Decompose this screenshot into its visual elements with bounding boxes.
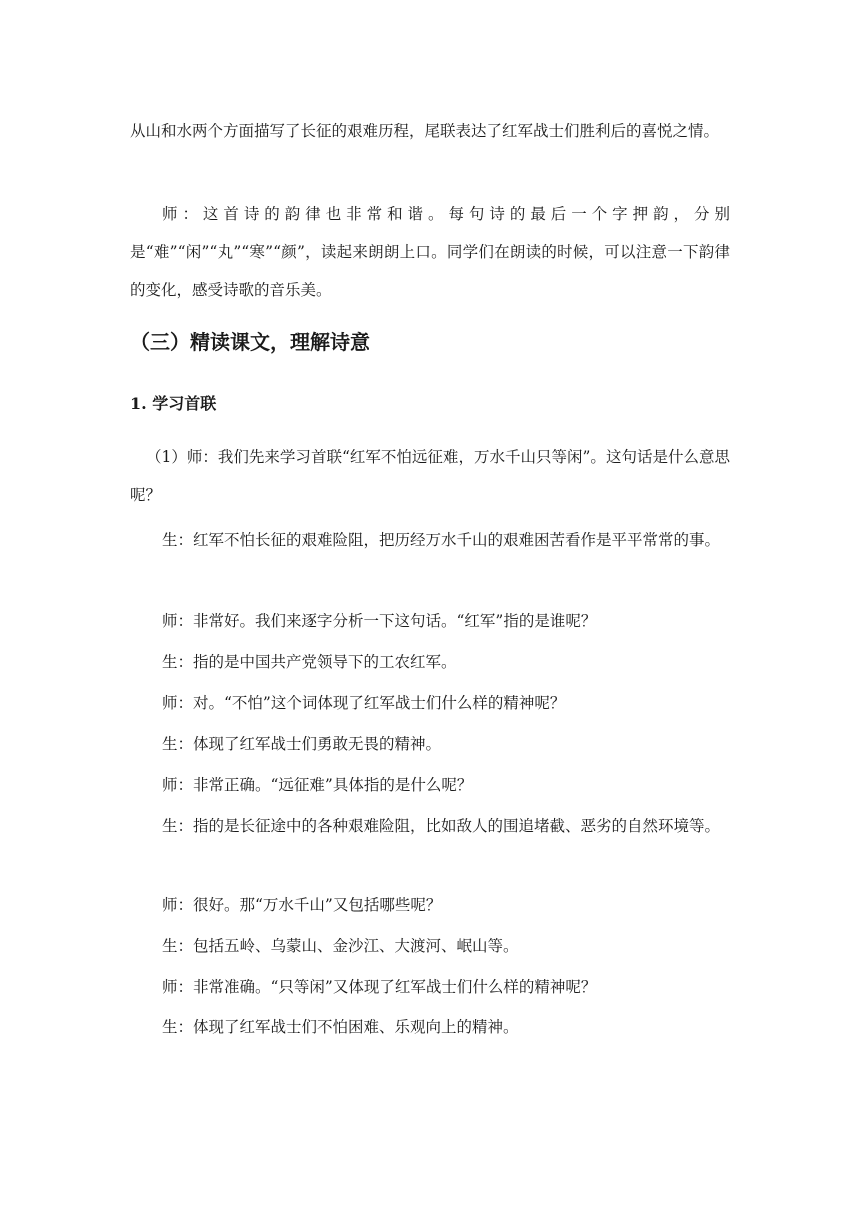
teacher-question-2: 师：非常好。我们来逐字分析一下这句话。“红军”指的是谁呢？ (162, 612, 597, 630)
student-answer-4: 生：指的是长征途中的各种艰难险阻，比如敌人的围追堵截、恶劣的自然环境等。 (162, 817, 721, 835)
paragraph-continuation: 从山和水两个方面描写了长征的艰难历程，尾联表达了红军战士们胜利后的喜悦之情。 (130, 122, 720, 140)
student-answer-6: 生：体现了红军战士们不怕困难、乐观向上的精神。 (162, 1018, 519, 1036)
teacher-question-6: 师：非常准确。“只等闲”又体现了红军战士们什么样的精神呢？ (162, 978, 597, 996)
paragraph-rhyme: 师：这首诗的韵律也非常和谐。每句诗的最后一个字押韵，分别是“难”“闲”“丸”“寒”“颜”，读起来朗朗上口。同学们在朗读的时候，可以注意一下韵律的变化，感受诗歌的音乐美。 (130, 205, 730, 299)
section-heading: （三）精读课文，理解诗意 (130, 330, 370, 354)
student-answer-5: 生：包括五岭、乌蒙山、金沙江、大渡河、岷山等。 (162, 937, 519, 955)
teacher-question-3: 师：对。“不怕”这个词体现了红军战士们什么样的精神呢？ (162, 694, 566, 712)
student-answer-1: 生：红军不怕长征的艰难险阻，把历经万水千山的艰难困苦看作是平平常常的事。 (162, 531, 721, 549)
teacher-question-1: （1）师：我们先来学习首联“红军不怕远征难，万水千山只等闲”。这句话是什么意思呢？ (130, 448, 730, 504)
subsection-heading: 1. 学习首联 (130, 394, 217, 413)
student-answer-3: 生：体现了红军战士们勇敢无畏的精神。 (162, 735, 442, 753)
student-answer-2: 生：指的是中国共产党领导下的工农红军。 (162, 653, 457, 671)
teacher-question-4: 师：非常正确。“远征难”具体指的是什么呢？ (162, 776, 473, 794)
teacher-question-5: 师：很好。那“万水千山”又包括哪些呢？ (162, 896, 442, 914)
